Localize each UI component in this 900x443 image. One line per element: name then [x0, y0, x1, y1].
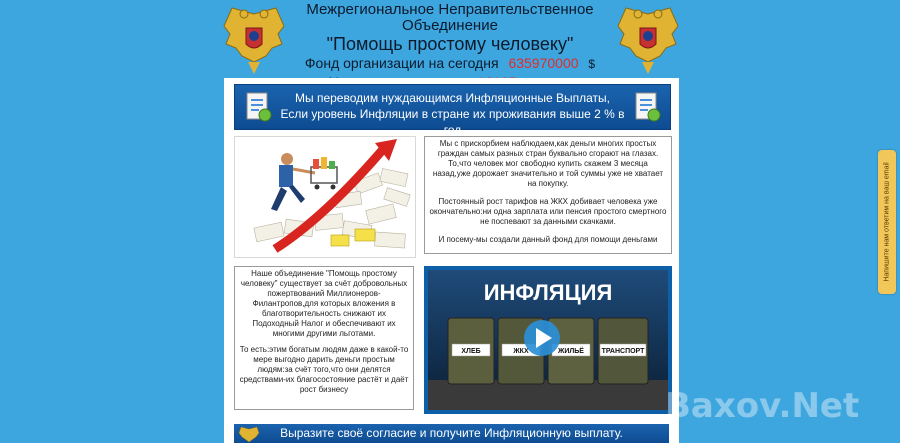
video-title: ИНФЛЯЦИЯ: [483, 280, 613, 305]
org-title: "Помощь простому человеку": [326, 34, 574, 54]
document-icon: [243, 91, 273, 123]
feedback-tab[interactable]: [878, 150, 896, 294]
fund-counter: [270, 54, 630, 73]
banner-line-2: Если уровень Инфляции в стране их проживания выше 2 % в год: [280, 107, 625, 137]
content-panel: [224, 78, 679, 443]
left-description-box: [234, 266, 414, 410]
inflation-illustration: [234, 136, 416, 258]
eagle-emblem-small-icon: [238, 426, 260, 443]
fund-label: Фонд организации на сегодня: [304, 55, 499, 71]
right-description-box: [424, 136, 672, 254]
can-label: ЖИЛЬЁ: [558, 348, 584, 355]
fund-unit: $: [588, 57, 596, 71]
video-thumbnail: [428, 270, 668, 410]
can-label: ТРАНСПОРТ: [601, 348, 645, 355]
left-paragraph-2: То есть:этим богатым людям даже в какой-то мере выгодно дарить деньги простым людям:за счёт того,что они делятся средствами-их благосостояние растёт и даёт рост бизнесу: [239, 345, 409, 394]
top-banner: [234, 84, 671, 137]
right-paragraph-3: И посему-мы создали данный фонд для помощи деньгами: [438, 235, 658, 244]
right-paragraph-1: Мы с прискорбием наблюдаем,как деньги многих простых граждан самых разных стран буквально сгорают на глазах. То,что человек мог свободно купить скажем 3 месяца назад,уже дорожает значительно и той суммы уже не хватает на покупку.: [432, 139, 664, 188]
video-player[interactable]: [424, 266, 672, 414]
feedback-tab-label: Напишите нам ответим на ваш email: [883, 162, 891, 282]
banner-text: [275, 90, 630, 138]
can-label: ХЛЕБ: [461, 348, 481, 355]
can-label: ЖКХ: [513, 348, 529, 355]
play-icon[interactable]: [524, 320, 560, 356]
org-subtitle: Межрегиональное Неправительственное Объединение: [306, 1, 594, 34]
watermark-text: Baxov.Net: [665, 386, 860, 426]
bottom-banner[interactable]: Выразите своё согласие и получите Инфляционную выплату.: [234, 424, 669, 443]
fund-value: 635970000: [508, 55, 579, 71]
banner-line-1: Мы переводим нуждающимся Инфляционные Выплаты,: [294, 91, 611, 105]
left-paragraph-1: Наше объединение "Помощь простому человеку" существует за счёт добровольных пожертвований Миллионеров-Филантропов,для которых вложения в благотворительность снижают их Подоходный Налог и обеспечивают их многими другими льготами.: [240, 269, 408, 338]
right-paragraph-2: Постоянный рост тарифов на ЖКХ добивает человека уже окончательно:ни одна зарплата или пенсия простого смертного не поспевают за данными скачками.: [429, 197, 667, 226]
document-icon: [632, 91, 662, 123]
